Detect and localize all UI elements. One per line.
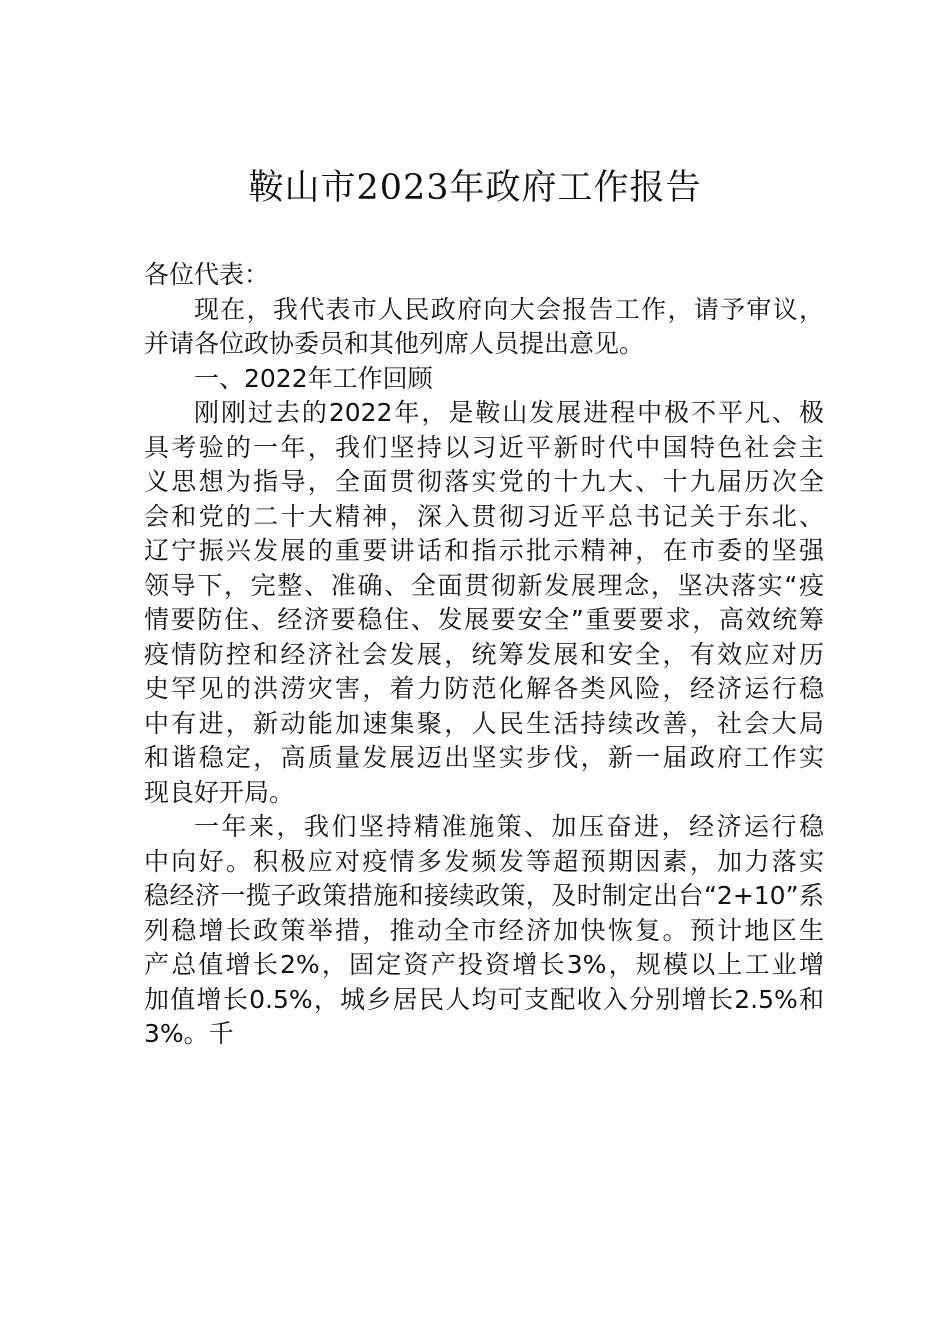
paragraph-line: 会和党的二十大精神，深入贯彻习近平总书记关于东北、 — [144, 501, 824, 531]
paragraph-line: 义思想为指导，全面贯彻落实党的十九大、十九届历次全 — [144, 467, 824, 496]
paragraph-line: 具考验的一年，我们坚持以习近平新时代中国特色社会主 — [144, 432, 824, 462]
greeting: 各位代表： — [144, 260, 270, 289]
paragraph-line: 史罕见的洪涝灾害，着力防范化解各类风险，经济运行稳 — [144, 674, 824, 703]
document-title: 鞍山市2023年政府工作报告 — [248, 168, 702, 208]
paragraph-line: 加值增长0.5%，城乡居民人均可支配收入分别增长2.5%和 — [144, 984, 824, 1014]
paragraph-line: 中向好。积极应对疫情多发频发等超预期因素，加力落实 — [144, 846, 824, 876]
paragraph-line: 中有进，新动能加速集聚，人民生活持续改善，社会大局 — [144, 708, 824, 738]
paragraph-line: 刚刚过去的2022年，是鞍山发展进程中极不平凡、极 — [194, 398, 824, 427]
paragraph-line: 并请各位政协委员和其他列席人员提出意见。 — [144, 329, 645, 358]
paragraph-line: 现在，我代表市人民政府向大会报告工作，请予审议， — [194, 294, 824, 324]
paragraph-line: 情要防住、经济要稳住、发展要安全”重要要求，高效统筹 — [144, 605, 824, 634]
paragraph-line: 领导下，完整、准确、全面贯彻新发展理念，坚决落实“疫 — [144, 570, 824, 600]
paragraph-line: 辽宁振兴发展的重要讲话和指示批示精神，在市委的坚强 — [144, 536, 824, 565]
paragraph-line: 稳经济一揽子政策措施和接续政策，及时制定出台“2+10”系 — [144, 881, 824, 910]
paragraph-line: 产总值增长2%，固定资产投资增长3%，规模以上工业增 — [144, 950, 824, 979]
paragraph-line: 3%。千 — [144, 1019, 234, 1048]
paragraph-line: 现良好开局。 — [144, 777, 295, 807]
paragraph-line: 列稳增长政策举措，推动全市经济加快恢复。预计地区生 — [144, 915, 824, 945]
paragraph-line: 一年来，我们坚持精准施策、加压奋进，经济运行稳 — [194, 812, 824, 841]
paragraph-line: 和谐稳定，高质量发展迈出坚实步伐，新一届政府工作实 — [144, 743, 824, 772]
paragraph-line: 疫情防控和经济社会发展，统筹发展和安全，有效应对历 — [144, 639, 824, 669]
section-heading: 一、2022年工作回顾 — [194, 363, 433, 393]
document-body — [144, 258, 824, 1052]
